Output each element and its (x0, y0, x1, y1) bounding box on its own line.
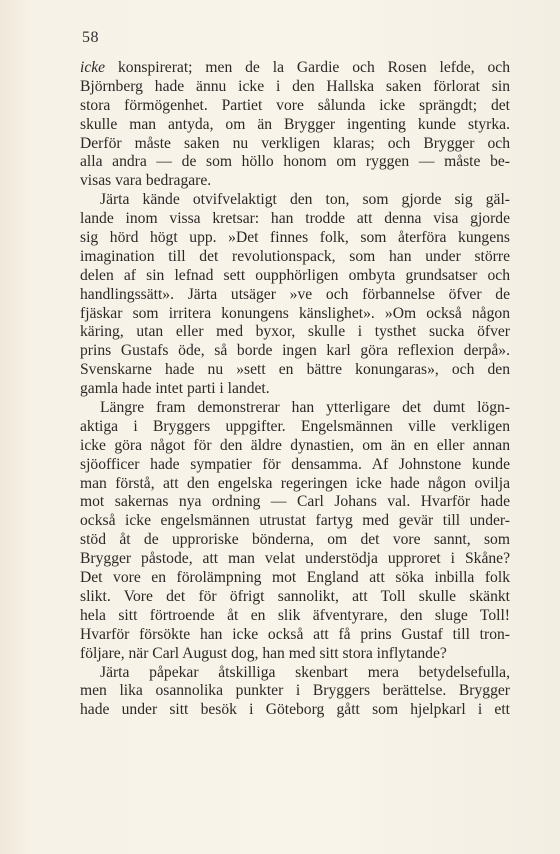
text-line: delen af sin lefnad sett oupphörligen ombyta grundsatser och (80, 266, 510, 284)
text-line: aktiga i Bryggers uppgifter. Engelsmännen ville verkligen (80, 417, 510, 435)
text-line: käring, utan eller med byxor, skulle i tysthet sucka öfver (80, 323, 510, 341)
text-line-rest: konspirerat; men de la Gardie och Rosen lefde, och (105, 59, 510, 76)
italic-word: icke (80, 59, 106, 76)
text-line: men lika osannolika punkter i Bryggers berättelse. Brygger (80, 682, 510, 700)
text-line: gamla hade intet parti i landet. (80, 380, 270, 398)
text-line: visas vara bedragare. (80, 172, 212, 190)
body-text (80, 59, 510, 720)
text-line: mot sakernas nya ordning — Carl Johans val. Hvarför hade (80, 493, 510, 511)
text-line: lande inom vissa kretsar: han trodde att denna visa gjorde (80, 210, 510, 228)
text-line: sjöofficer hade sympatier för densamma. Af Johnstone kunde (80, 455, 510, 473)
page-number: 58 (82, 29, 99, 46)
text-line (80, 59, 510, 78)
text-line: följare, när Carl August dog, han med sitt stora inflytande? (80, 644, 447, 662)
text-line: stöd åt de upproriske bönderna, om det vore sannt, som (80, 531, 510, 549)
paragraph-1 (80, 59, 510, 191)
text-line: icke göra något för den äldre dynastien, om än en eller annan (80, 436, 510, 454)
text-line: hade under sitt besök i Göteborg gått som hjelpkarl i ett (80, 701, 510, 719)
paragraph-3 (80, 399, 510, 663)
text-line: Svenskarne hade nu »sett en bättre konungaras», och den (80, 361, 510, 379)
text-line: fjäskar som irritera konungens känslighet». »Om också någon (80, 304, 510, 322)
text-line: Hvarför försökte han icke också att få prins Gustaf till tron- (80, 625, 510, 643)
text-line: skulle man antyda, om än Brygger ingenting kunde styrka. (80, 115, 510, 133)
text-line: Längre fram demonstrerar han ytterligare det dumt lögn- (100, 399, 510, 417)
paragraph-2 (80, 191, 510, 399)
text-line: Derför måste saken nu verkligen klaras; och Brygger och (80, 134, 510, 152)
text-line: Brygger påstode, att man velat understödja upproret i Skåne? (80, 550, 510, 568)
text-line: handlingssätt». Järta utsäger »ve och förbannelse öfver de (80, 285, 510, 303)
text-line: Björnberg hade ännu icke i den Hallska saken förlorat sin (80, 77, 510, 95)
text-line: hela sitt förtroende åt en slik äfventyrare, den sluge Toll! (80, 606, 510, 624)
text-line: Järta påpekar åtskilliga skenbart mera betydelsefulla, (100, 663, 510, 681)
text-line: man förstå, att den engelska regeringen icke hade någon ovilja (80, 474, 510, 492)
text-line: stora förmögenhet. Partiet vore sålunda icke sprängdt; det (80, 96, 510, 114)
text-line: också icke engelsmännen utrustat fartyg med gevär till under- (80, 512, 510, 530)
text-line: alla andra — de som höllo honom om ryggen — måste be- (80, 153, 510, 171)
text-line: Det vore en förolämpning mot England att söka inbilla folk (80, 569, 510, 587)
text-line: sig hörd högt upp. »Det finnes folk, som återföra kungens (80, 229, 510, 247)
text-line: prins Gustafs öde, så borde ingen karl göra reflexion derpå». (80, 342, 510, 360)
text-line: imagination till det revolutionspack, som han under större (80, 247, 510, 265)
paragraph-4 (80, 664, 510, 721)
text-line: Järta kände otvifvelaktigt den ton, som gjorde sig gäl- (100, 191, 510, 209)
text-line: slikt. Vore det för öfrigt sannolikt, att Toll skulle skänkt (80, 587, 510, 605)
